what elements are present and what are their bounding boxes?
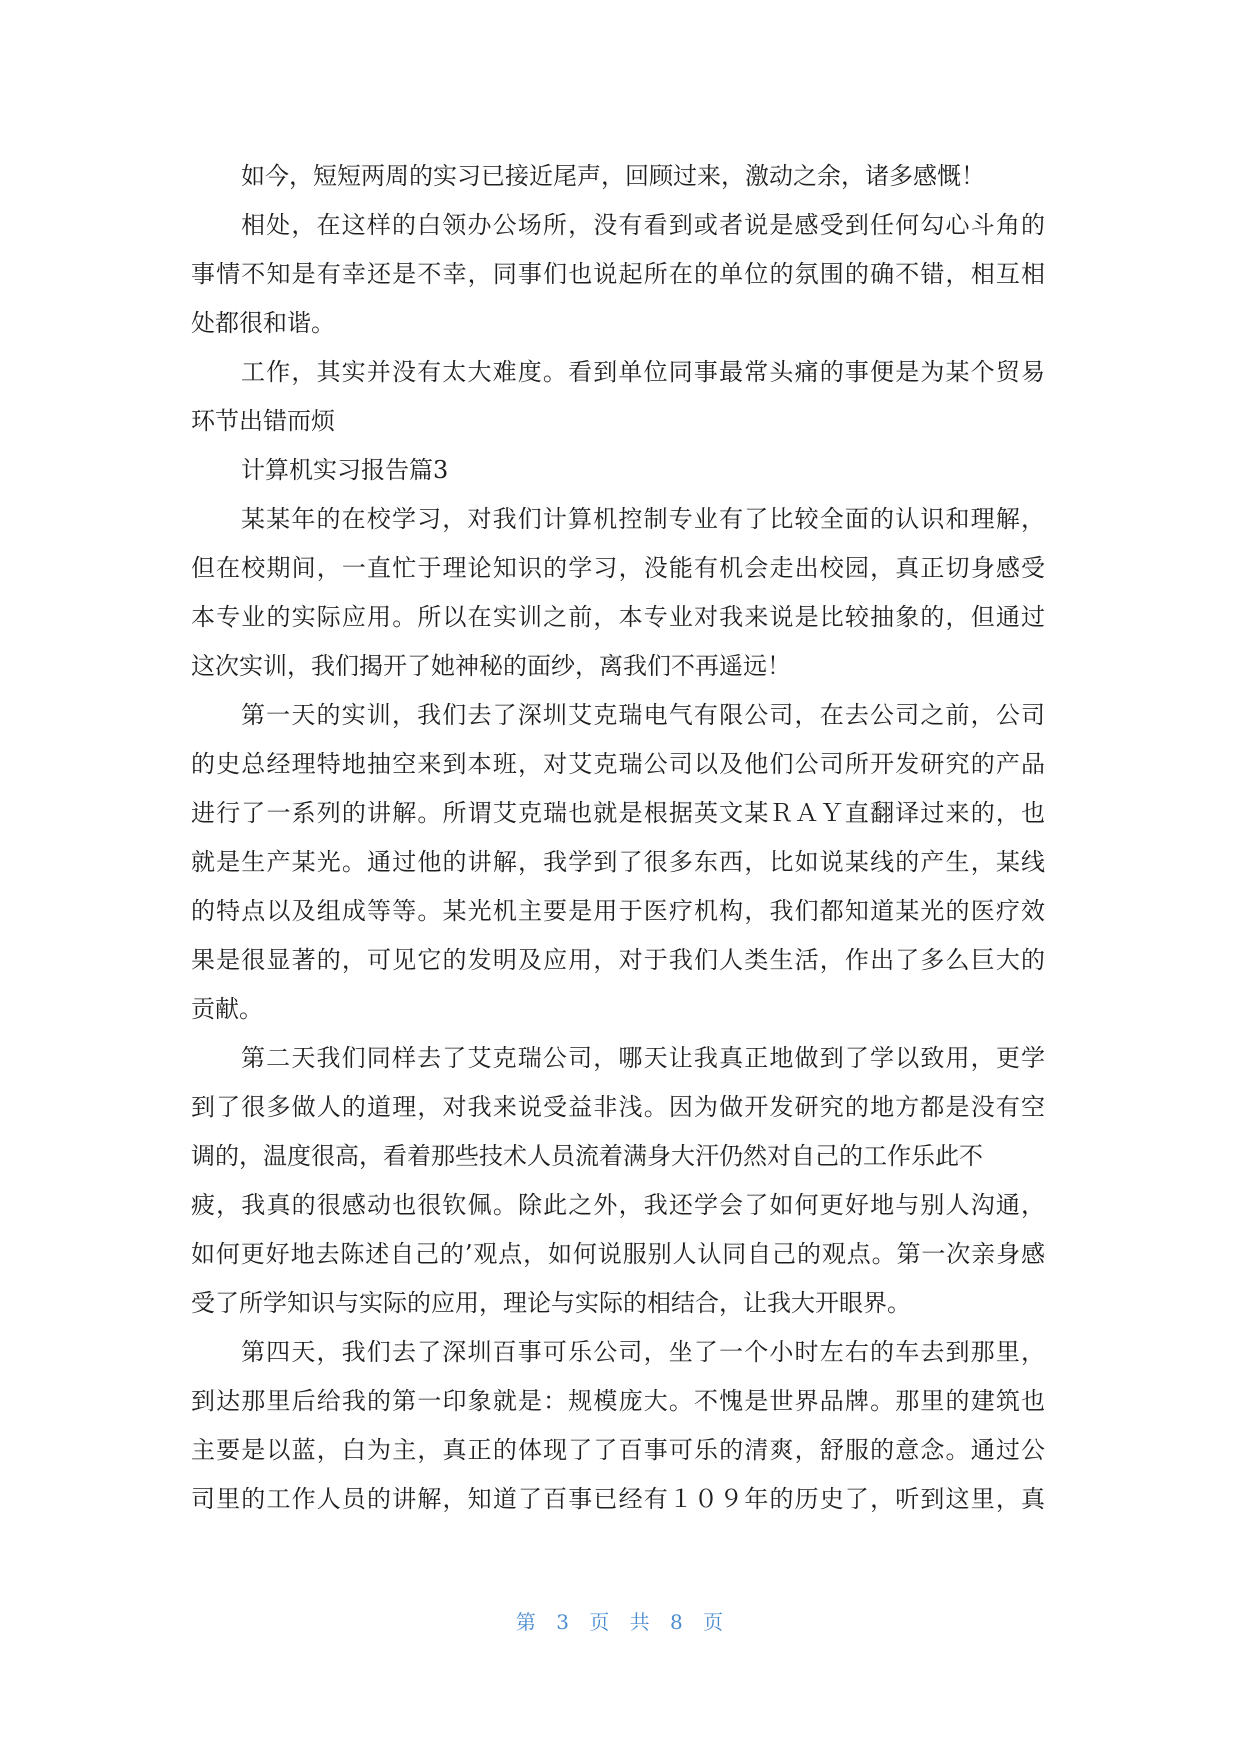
text-line: 某某年的在校学习，对我们计算机控制专业有了比较全面的认识和理解， bbox=[241, 505, 1045, 533]
text-line: 如何更好地去陈述自己的’观点，如何说服别人认同自己的观点。第一次亲身感 bbox=[191, 1240, 1045, 1268]
text-line: 调的，温度很高，看着那些技术人员流着满身大汗仍然对自己的工作乐此不 bbox=[191, 1142, 983, 1170]
text-line: 果是很显著的，可见它的发明及应用，对于我们人类生活，作出了多么巨大的 bbox=[191, 946, 1045, 974]
paragraph bbox=[191, 1328, 1045, 1524]
text-line: 第四天，我们去了深圳百事可乐公司，坐了一个小时左右的车去到那里， bbox=[241, 1338, 1045, 1366]
text-line: 本专业的实际应用。所以在实训之前，本专业对我来说是比较抽象的，但通过 bbox=[191, 603, 1045, 631]
text-line: 第二天我们同样去了艾克瑞公司，哪天让我真正地做到了学以致用，更学 bbox=[241, 1044, 1045, 1072]
text-line: 主要是以蓝，白为主，真正的体现了了百事可乐的清爽，舒服的意念。通过公 bbox=[191, 1436, 1045, 1464]
text-line: 工作，其实并没有太大难度。看到单位同事最常头痛的事便是为某个贸易 bbox=[241, 358, 1045, 386]
text-line: 相处，在这样的白领办公场所，没有看到或者说是感受到任何勾心斗角的 bbox=[241, 211, 1045, 239]
text-line: 的史总经理特地抽空来到本班，对艾克瑞公司以及他们公司所开发研究的产品 bbox=[191, 750, 1045, 778]
text-line: 事情不知是有幸还是不幸，同事们也说起所在的单位的氛围的确不错，相互相 bbox=[191, 260, 1045, 288]
section-heading: 计算机实习报告篇3 bbox=[241, 456, 449, 484]
paragraph bbox=[191, 152, 1045, 201]
body-text bbox=[191, 152, 1045, 1524]
text-line: 这次实训，我们揭开了她神秘的面纱，离我们不再遥远！ bbox=[191, 652, 791, 680]
text-line: 第一天的实训，我们去了深圳艾克瑞电气有限公司，在去公司之前，公司 bbox=[241, 701, 1045, 729]
paragraph bbox=[191, 495, 1045, 691]
paragraph bbox=[191, 691, 1045, 1034]
text-line: 受了所学知识与实际的应用，理论与实际的相结合，让我大开眼界。 bbox=[191, 1289, 911, 1317]
text-line: 疲，我真的很感动也很钦佩。除此之外，我还学会了如何更好地与别人沟通， bbox=[191, 1191, 1045, 1219]
text-line: 贡献。 bbox=[191, 995, 263, 1023]
text-line: 到达那里后给我的第一印象就是：规模庞大。不愧是世界品牌。那里的建筑也 bbox=[191, 1387, 1045, 1415]
paragraph bbox=[191, 348, 1045, 446]
text-line: 处都很和谐。 bbox=[191, 309, 335, 337]
page-number-footer: 第 3 页 共 8 页 bbox=[515, 1610, 726, 1634]
text-line: 的特点以及组成等等。某光机主要是用于医疗机构，我们都知道某光的医疗效 bbox=[191, 897, 1045, 925]
text-line: 但在校期间，一直忙于理论知识的学习，没能有机会走出校园，真正切身感受 bbox=[191, 554, 1045, 582]
text-line: 进行了一系列的讲解。所谓艾克瑞也就是根据英文某ＲＡＹ直翻译过来的，也 bbox=[191, 799, 1045, 827]
text-line: 就是生产某光。通过他的讲解，我学到了很多东西，比如说某线的产生，某线 bbox=[191, 848, 1045, 876]
text-line: 环节出错而烦 bbox=[191, 407, 335, 435]
paragraph bbox=[191, 1034, 1045, 1328]
paragraph bbox=[191, 201, 1045, 348]
text-line: 如今，短短两周的实习已接近尾声，回顾过来，激动之余，诸多感慨！ bbox=[241, 162, 985, 190]
text-line: 司里的工作人员的讲解，知道了百事已经有１０９年的历史了，听到这里，真 bbox=[191, 1485, 1045, 1513]
text-line: 到了很多做人的道理，对我来说受益非浅。因为做开发研究的地方都是没有空 bbox=[191, 1093, 1045, 1121]
